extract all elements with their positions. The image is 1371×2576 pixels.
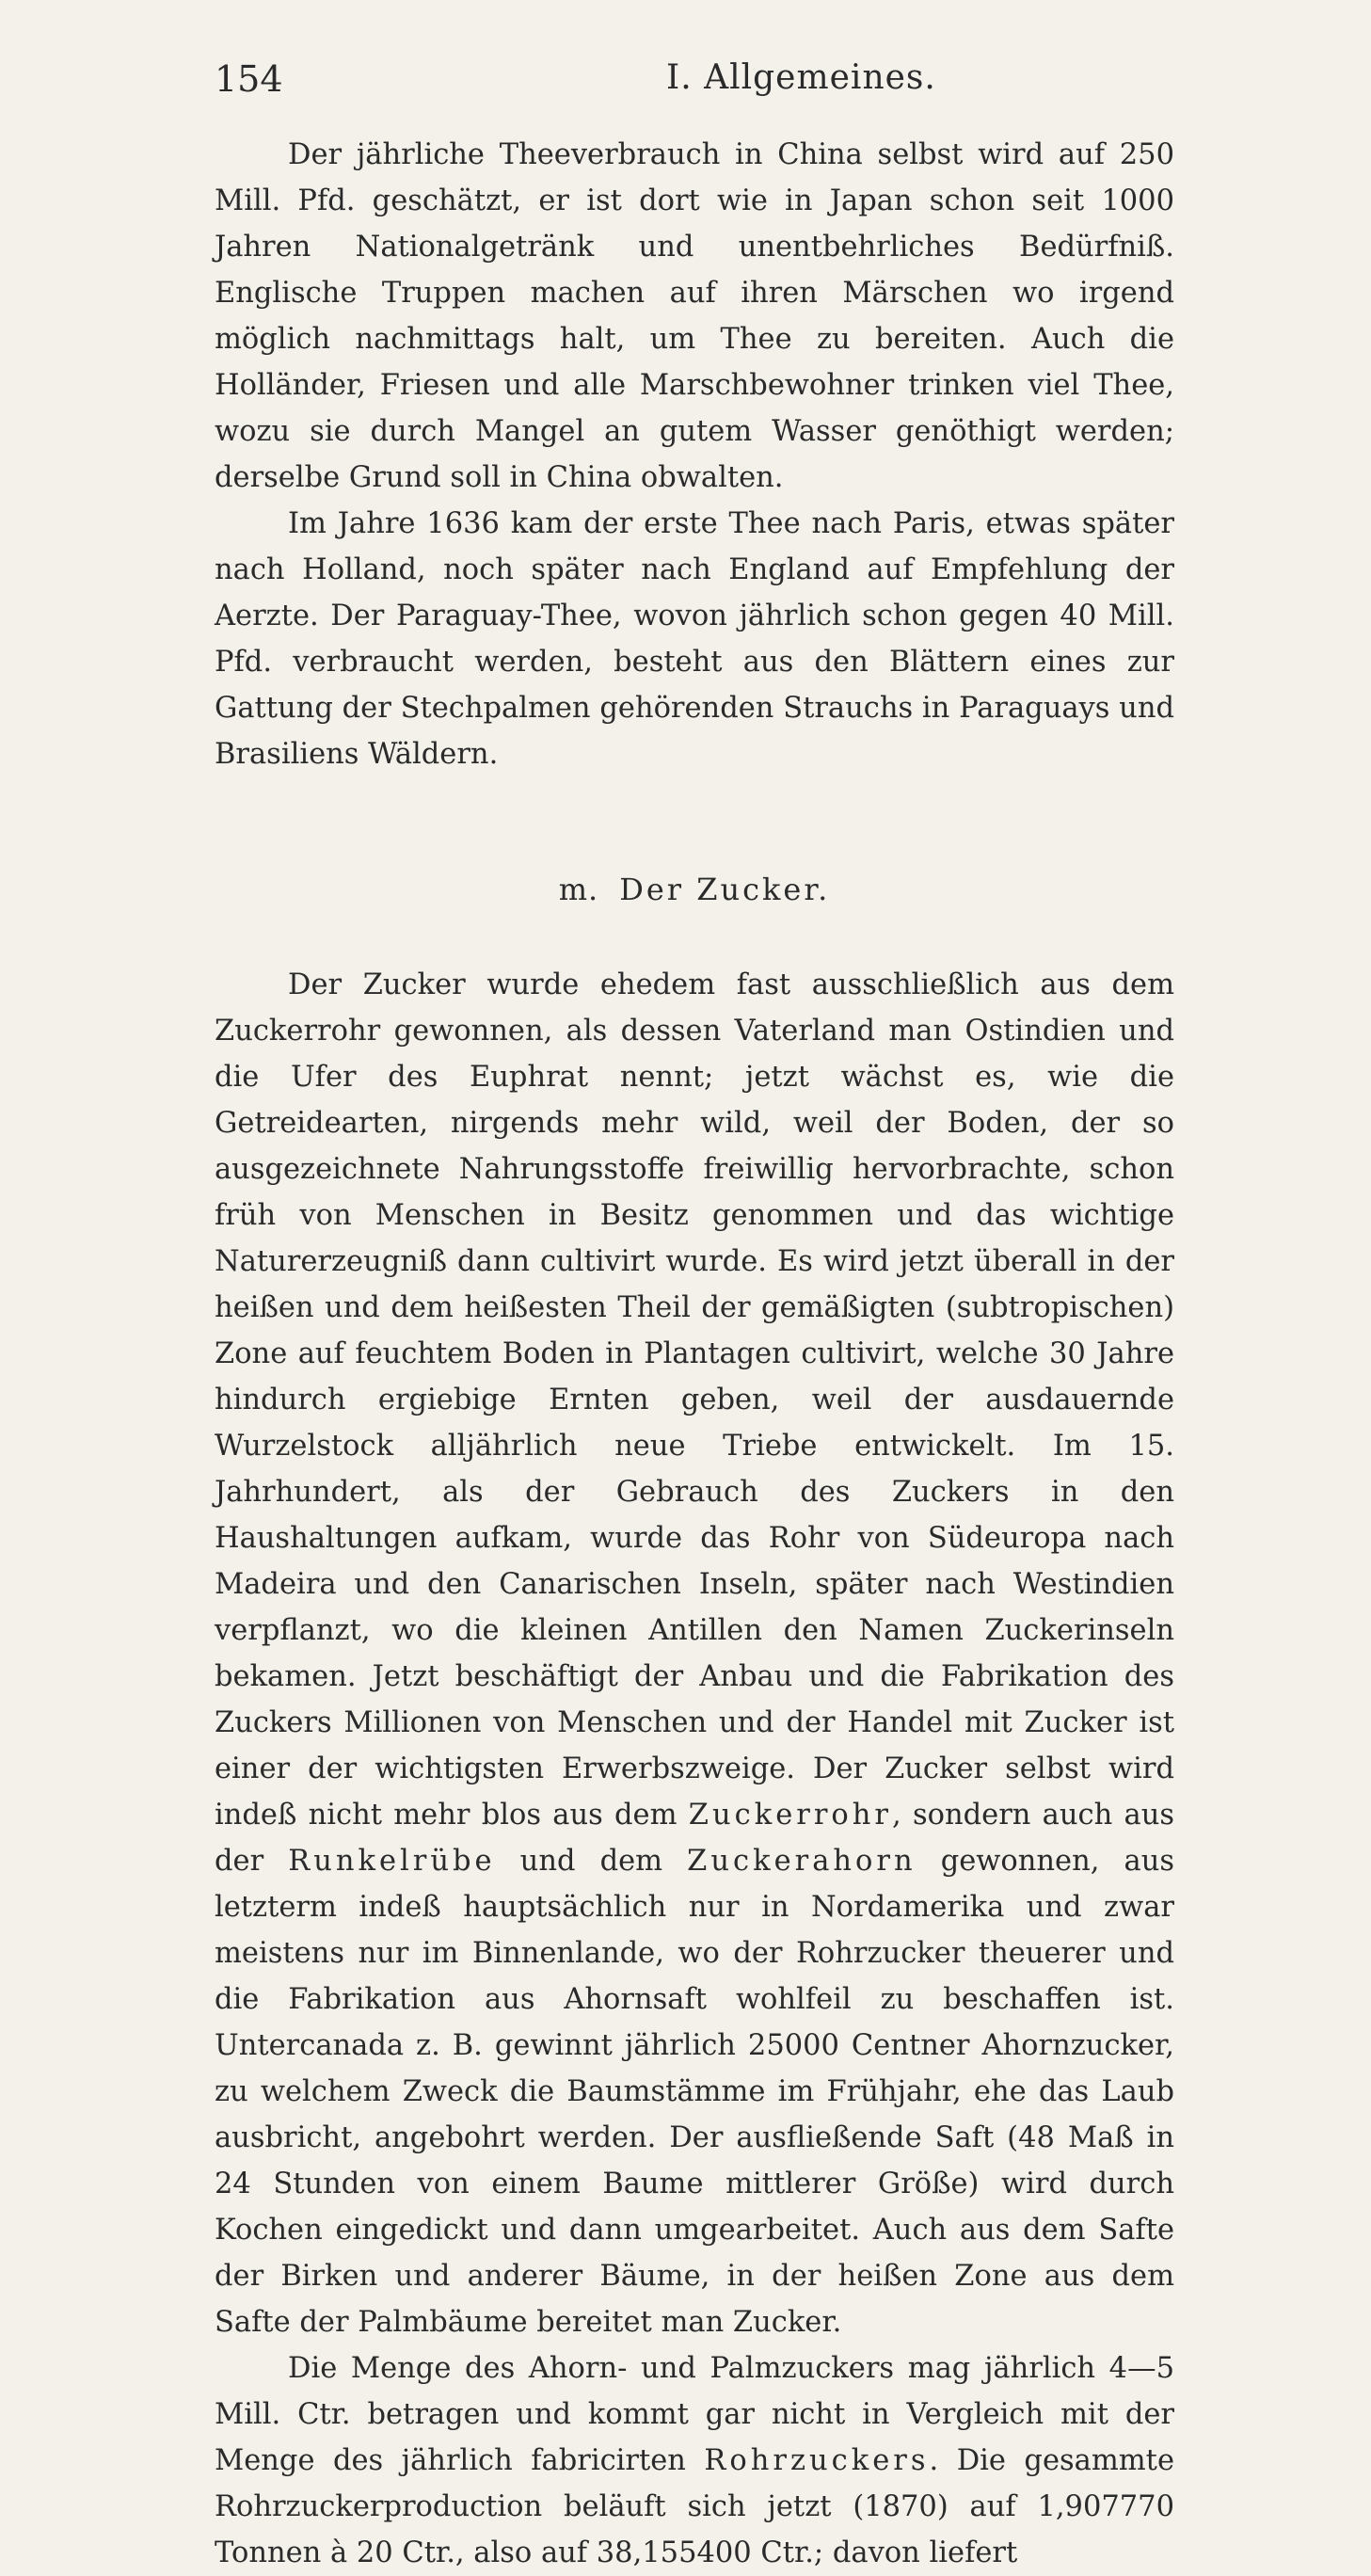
text-run: , sondern auch aus der — [215, 1799, 1174, 1878]
text-run: . Die gesammte Rohrzuckerproduction beläuft sich jetzt (1870) auf 1,907770 Tonnen à 20 Ctr., also auf 38,155400 Ctr.; davon liefert — [215, 2444, 1174, 2569]
text-run: gewonnen, aus letzterm indeß hauptsächlich nur in Nordamerika und zwar meistens nur im Binnenlande, wo der Rohrzucker theuerer und die Fabrikation aus Ahornsaft wohlfeil zu beschaffen ist. Untercanada z. B. gewinnt jährlich 25000 Centner Ahornzucker, zu welchem Zweck die Baumstämme im Frühjahr, ehe das Laub ausbricht, angebohrt werden. Der ausfließende Saft (48 Maß in 24 Stunden von einem Baume mittlerer Größe) wird durch Kochen eingedickt und dann umgearbeitet. Auch aus dem Safte der Birken und anderer Bäume, in der heißen Zone aus dem Safte der Palmbäume bereitet man Zucker. — [215, 1845, 1174, 2339]
text-run: Die Menge des Ahorn- und Palmzuckers mag jährlich 4—5 Mill. Ctr. betragen und kommt gar nicht in Vergleich mit der Menge des jährlich fabricirten — [215, 2352, 1174, 2477]
paragraph-tea-history: Im Jahre 1636 kam der erste Thee nach Paris, etwas später nach Holland, noch später nach England auf Empfehlung der Aerzte. Der Paraguay-Thee, wovon jährlich schon gegen 40 Mill. Pfd. verbraucht werden, besteht aus den Blättern eines zur Gattung der Stechpalmen gehörenden Strauchs in Paraguays und Brasiliens Wäldern. — [215, 507, 1174, 771]
section-number: m. — [558, 872, 599, 907]
term-rohrzucker: Rohrzuckers — [704, 2444, 930, 2477]
term-zuckerrohr: Zuckerrohr — [688, 1799, 892, 1832]
term-zuckerahorn: Zuckerahorn — [687, 1845, 917, 1878]
running-head: I. Allgemeines. — [666, 58, 936, 97]
body-text — [215, 132, 1174, 2576]
text-run: und dem — [495, 1845, 688, 1878]
page-number: 154 — [215, 58, 283, 100]
text-run: Der Zucker wurde ehedem fast ausschließlich aus dem Zuckerrohr gewonnen, als dessen Vaterland man Ostindien und die Ufer des Euphrat nennt; jetzt wächst es, wie die Getreidearten, nirgends mehr wild, weil der Boden, der so ausgezeichnete Nahrungsstoffe freiwillig hervorbrachte, schon früh von Menschen in Besitz genommen und das wichtige Naturerzeugniß dann cultivirt wurde. Es wird jetzt überall in der heißen und dem heißesten Theil der gemäßigten (subtropischen) Zone auf feuchtem Boden in Plantagen cultivirt, welche 30 Jahre hindurch ergiebige Ernten geben, weil der ausdauernde Wurzelstock alljährlich neue Triebe entwickelt. Im 15. Jahrhundert, als der Gebrauch des Zuckers in den Haushaltungen aufkam, wurde das Rohr von Südeuropa nach Madeira und den Canarischen Inseln, später nach Westindien verpflanzt, wo die kleinen Antillen den Namen Zuckerinseln bekamen. Jetzt beschäftigt der Anbau und die Fabrikation des Zuckers Millionen von Menschen und der Handel mit Zucker ist einer der wichtigsten Erwerbszweige. Der Zucker selbst wird indeß nicht mehr blos aus dem — [215, 968, 1174, 1832]
paragraph-sugar-origin — [215, 962, 1174, 2345]
paragraph-sugar-production — [215, 2345, 1174, 2576]
section-title: Der Zucker. — [619, 872, 831, 907]
term-runkelruebe: Runkelrübe — [288, 1845, 496, 1878]
paragraph-tea-consumption: Der jährliche Theeverbrauch in China selbst wird auf 250 Mill. Pfd. geschätzt, er ist dort wie in Japan schon seit 1000 Jahren Nationalgetränk und unentbehrliches Bedürfniß. Englische Truppen machen auf ihren Märschen wo irgend möglich nachmittags halt, um Thee zu bereiten. Auch die Holländer, Friesen und alle Marschbewohner trinken viel Thee, wozu sie durch Mangel an gutem Wasser genöthigt werden; derselbe Grund soll in China obwalten. — [215, 138, 1174, 494]
section-heading — [215, 867, 1174, 913]
page-header — [215, 58, 1174, 115]
